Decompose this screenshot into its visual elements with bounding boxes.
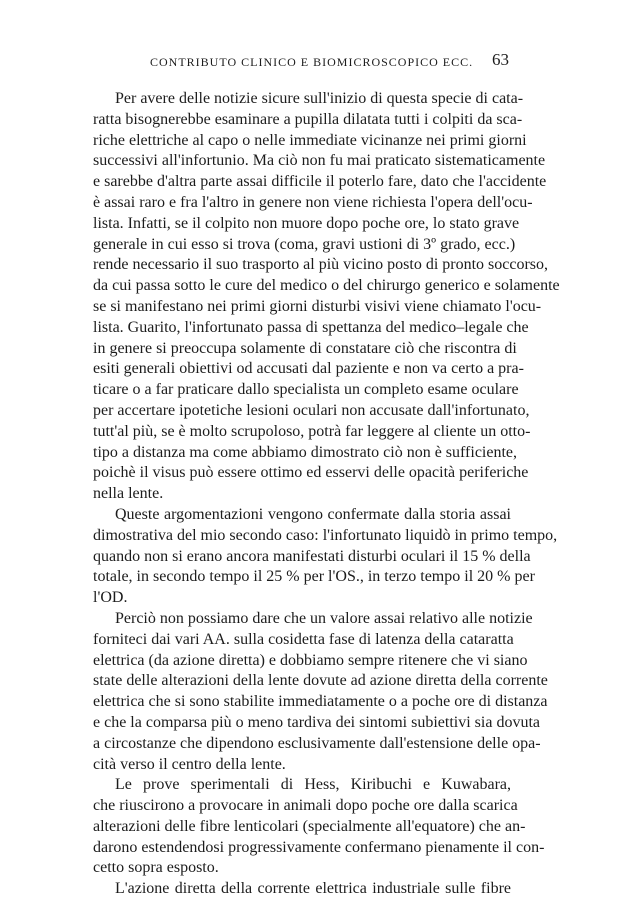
paragraph	[93, 89, 560, 505]
text-line: dimostrativa del mio secondo caso: l'infortunato liquidò in primo tempo,	[93, 526, 558, 544]
text-line: l'OD.	[93, 589, 128, 607]
text-line: Queste argomentazioni vengono confermate dalla storia assai	[115, 505, 511, 523]
text-line: elettrica (da azione diretta) e dobbiamo sempre ritenere che vi siano	[93, 651, 528, 669]
text-line: e che la comparsa più o meno tardiva dei sintomi subiettivi sia dovuta	[93, 713, 540, 731]
text-line: Per avere delle notizie sicure sull'inizio di questa specie di cata-	[115, 90, 524, 107]
text-line: a circostanze che dipendono esclusivamente dall'estensione delle opa-	[93, 734, 541, 752]
text-line: per accertare ipotetiche lesioni oculari non accusate dall'infortunato,	[93, 401, 530, 419]
text-line: quando non si erano ancora manifestati disturbi oculari il 15 % della	[93, 547, 531, 565]
text-line: elettrica che si sono stabilite immediatamente o a poche ore di distanza	[93, 693, 548, 711]
body-text	[93, 89, 560, 900]
text-line: totale, in secondo tempo il 25 % per l'OS., in terzo tempo il 20 % per	[93, 568, 535, 586]
text-line: riche elettriche al capo o nelle immediate vicinanze nei primi giorni	[93, 131, 527, 149]
paragraph	[93, 609, 548, 775]
paragraph	[93, 879, 511, 900]
text-line: successivi all'infortunio. Ma ciò non fu mai praticato sistematicamente	[93, 152, 546, 170]
text-line: state delle alterazioni della lente dovute ad azione diretta della corrente	[93, 672, 548, 690]
running-head: CONTRIBUTO CLINICO E BIOMICROSCOPICO ECC.	[150, 55, 474, 69]
text-line: ticare o a far praticare dallo specialista un completo esame oculare	[93, 381, 519, 399]
text-line: che riuscirono a provocare in animali dopo poche ore dalla scarica	[93, 797, 518, 815]
text-line: tutt'al più, se è molto scrupoloso, potrà far leggere al cliente un otto-	[93, 422, 531, 440]
text-line: e sarebbe d'altra parte assai difficile il poterlo fare, dato che l'accidente	[93, 173, 547, 191]
text-line: nella lente.	[93, 485, 164, 503]
text-line: tipo a distanza ma come abbiamo dimostrato ciò non è sufficiente,	[93, 443, 518, 461]
text-line: alterazioni delle fibre lenticolari (specialmente all'equatore) che an-	[93, 817, 526, 835]
text-line: lista. Infatti, se il colpito non muore dopo poche ore, lo stato grave	[93, 214, 520, 232]
text-line: poichè il visus può essere ottimo ed esservi delle opacità periferiche	[93, 464, 529, 482]
text-line: lista. Guarito, l'infortunato passa di spettanza del medico–legale che	[93, 318, 529, 336]
text-line: rende necessario il suo trasporto al più vicino posto di pronto soccorso,	[93, 256, 549, 274]
paragraph	[93, 505, 558, 609]
text-line: se si manifestano nei primi giorni disturbi visivi viene chiamato l'ocu-	[93, 297, 542, 315]
text-line: forniteci dai vari AA. sulla cosidetta fase di latenza della cataratta	[93, 630, 514, 648]
text-line: in genere si preoccupa solamente di constatare ciò che riscontra di	[93, 339, 517, 357]
text-line: Perciò non possiamo dare che un valore assai relativo alle notizie	[115, 609, 533, 627]
text-line: Le prove sperimentali di Hess, Kiribuchi e Kuwabara,	[115, 776, 511, 794]
paragraph	[93, 775, 545, 879]
text-line: da cui passa sotto le cure del medico o del chirurgo generico e solamente	[93, 277, 560, 295]
text-line: cetto sopra esposto.	[93, 859, 219, 877]
text-line: cità verso il centro della lente.	[93, 755, 286, 773]
text-line: ratta bisognerebbe esaminare a pupilla dilatata tutti i colpiti da sca-	[93, 110, 523, 128]
text-line: è assai raro e fra l'altro in genere non viene richiesta l'opera dell'ocu-	[93, 193, 533, 211]
text-line: esiti generali obiettivi od accusati dal paziente e non va certo a pra-	[93, 360, 524, 378]
text-line: L'azione diretta della corrente elettrica industriale sulle fibre	[115, 880, 511, 898]
text-line: generale in cui esso si trova (coma, gravi ustioni di 3º grado, ecc.)	[93, 235, 516, 253]
text-line: darono estendendosi progressivamente confermano pienamente il con-	[93, 838, 545, 856]
page-number: 63	[492, 50, 509, 69]
